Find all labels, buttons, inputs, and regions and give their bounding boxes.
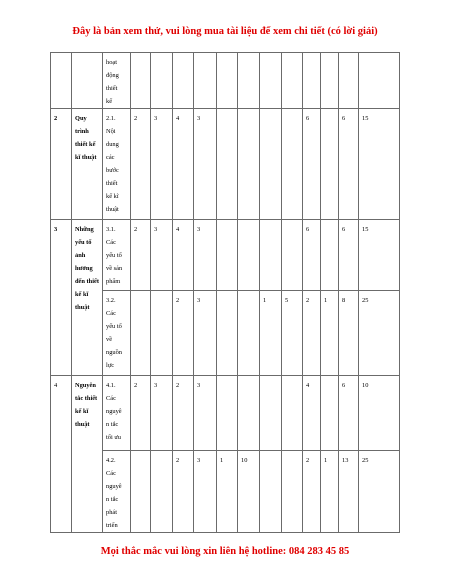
cell-value bbox=[260, 220, 282, 291]
cell-value bbox=[194, 53, 217, 109]
cell-topic bbox=[72, 53, 103, 109]
cell-stt bbox=[51, 53, 72, 109]
cell-value: 10 bbox=[359, 376, 400, 451]
cell-value: 6 bbox=[303, 109, 321, 220]
matrix-table bbox=[50, 52, 400, 533]
cell-value bbox=[260, 53, 282, 109]
content-text: hoạt động thiết kế bbox=[106, 59, 119, 105]
cell-value: 4 bbox=[173, 220, 194, 291]
cell-content bbox=[103, 376, 131, 451]
cell-value bbox=[238, 109, 260, 220]
cell-value bbox=[282, 451, 303, 533]
table-row bbox=[51, 451, 400, 533]
cell-value: 6 bbox=[303, 220, 321, 291]
cell-content bbox=[103, 220, 131, 291]
cell-topic: Nguyên tắc thiết kế kĩ thuật bbox=[72, 376, 103, 533]
cell-value: 3 bbox=[151, 220, 173, 291]
cell-value bbox=[173, 53, 194, 109]
cell-value: 10 bbox=[238, 451, 260, 533]
cell-value bbox=[282, 220, 303, 291]
cell-value: 3 bbox=[194, 376, 217, 451]
cell-value bbox=[238, 291, 260, 376]
cell-value bbox=[217, 376, 238, 451]
cell-value bbox=[303, 53, 321, 109]
cell-value bbox=[321, 376, 339, 451]
content-text: 2.1. Nội dung các bước thiết kế kĩ thuật bbox=[106, 115, 119, 213]
cell-value: 4 bbox=[173, 109, 194, 220]
content-text: 4.1. Các nguyê n tắc tối ưu bbox=[106, 382, 122, 441]
preview-notice: Đây là bản xem thử, vui lòng mua tài liệu để xem chi tiết (có lời giải) bbox=[72, 26, 378, 37]
cell-content bbox=[103, 451, 131, 533]
cell-value: 4 bbox=[303, 376, 321, 451]
cell-stt: 4 bbox=[51, 376, 72, 533]
cell-value: 2 bbox=[173, 291, 194, 376]
cell-value bbox=[151, 451, 173, 533]
cell-value: 1 bbox=[321, 451, 339, 533]
cell-value: 1 bbox=[260, 291, 282, 376]
cell-value bbox=[321, 109, 339, 220]
cell-value bbox=[217, 220, 238, 291]
cell-content bbox=[103, 53, 131, 109]
cell-value: 8 bbox=[339, 291, 359, 376]
cell-value: 3 bbox=[194, 220, 217, 291]
content-text: 3.1. Các yếu tố về sản phẩm bbox=[106, 226, 123, 285]
cell-value: 6 bbox=[339, 220, 359, 291]
table-row bbox=[51, 109, 400, 220]
cell-value bbox=[339, 53, 359, 109]
cell-value bbox=[217, 109, 238, 220]
content-text: 4.2. Các nguyê n tắc phát triển bbox=[106, 457, 122, 529]
cell-value bbox=[131, 53, 151, 109]
cell-value bbox=[217, 53, 238, 109]
cell-value bbox=[217, 291, 238, 376]
cell-value bbox=[359, 53, 400, 109]
cell-value: 6 bbox=[339, 109, 359, 220]
cell-value bbox=[238, 220, 260, 291]
cell-stt: 3 bbox=[51, 220, 72, 376]
cell-value: 1 bbox=[217, 451, 238, 533]
cell-value: 25 bbox=[359, 291, 400, 376]
content-text: 3.2. Các yếu tố về nguồn lực bbox=[106, 297, 122, 369]
cell-value: 2 bbox=[131, 109, 151, 220]
table-row bbox=[51, 291, 400, 376]
cell-value bbox=[282, 53, 303, 109]
cell-value bbox=[151, 53, 173, 109]
cell-value: 5 bbox=[282, 291, 303, 376]
cell-value: 3 bbox=[194, 291, 217, 376]
cell-value bbox=[131, 291, 151, 376]
cell-value bbox=[151, 291, 173, 376]
cell-value: 3 bbox=[151, 376, 173, 451]
cell-value bbox=[260, 451, 282, 533]
cell-stt: 2 bbox=[51, 109, 72, 220]
cell-value bbox=[131, 451, 151, 533]
hotline-notice: Mọi thắc mắc vui lòng xin liên hệ hotline: 084 283 45 85 bbox=[100, 546, 350, 557]
table-row bbox=[51, 376, 400, 451]
table-row bbox=[51, 220, 400, 291]
cell-value bbox=[238, 376, 260, 451]
cell-value: 15 bbox=[359, 220, 400, 291]
cell-value: 13 bbox=[339, 451, 359, 533]
cell-value: 2 bbox=[131, 376, 151, 451]
cell-value: 3 bbox=[194, 109, 217, 220]
cell-value: 2 bbox=[173, 451, 194, 533]
cell-content bbox=[103, 291, 131, 376]
cell-value: 2 bbox=[131, 220, 151, 291]
cell-topic: Những yếu tố ảnh hưởng đến thiết kế kĩ thuật bbox=[72, 220, 103, 376]
cell-value: 2 bbox=[173, 376, 194, 451]
cell-value: 2 bbox=[303, 291, 321, 376]
cell-topic: Quy trình thiết kế kĩ thuật bbox=[72, 109, 103, 220]
cell-value bbox=[238, 53, 260, 109]
cell-value bbox=[260, 376, 282, 451]
cell-value bbox=[282, 376, 303, 451]
cell-value: 1 bbox=[321, 291, 339, 376]
cell-value: 3 bbox=[194, 451, 217, 533]
cell-value bbox=[321, 220, 339, 291]
cell-content bbox=[103, 109, 131, 220]
table-row bbox=[51, 53, 400, 109]
cell-value: 6 bbox=[339, 376, 359, 451]
cell-value: 15 bbox=[359, 109, 400, 220]
cell-value: 3 bbox=[151, 109, 173, 220]
cell-value bbox=[282, 109, 303, 220]
cell-value bbox=[260, 109, 282, 220]
cell-value: 2 bbox=[303, 451, 321, 533]
cell-value: 25 bbox=[359, 451, 400, 533]
cell-value bbox=[321, 53, 339, 109]
